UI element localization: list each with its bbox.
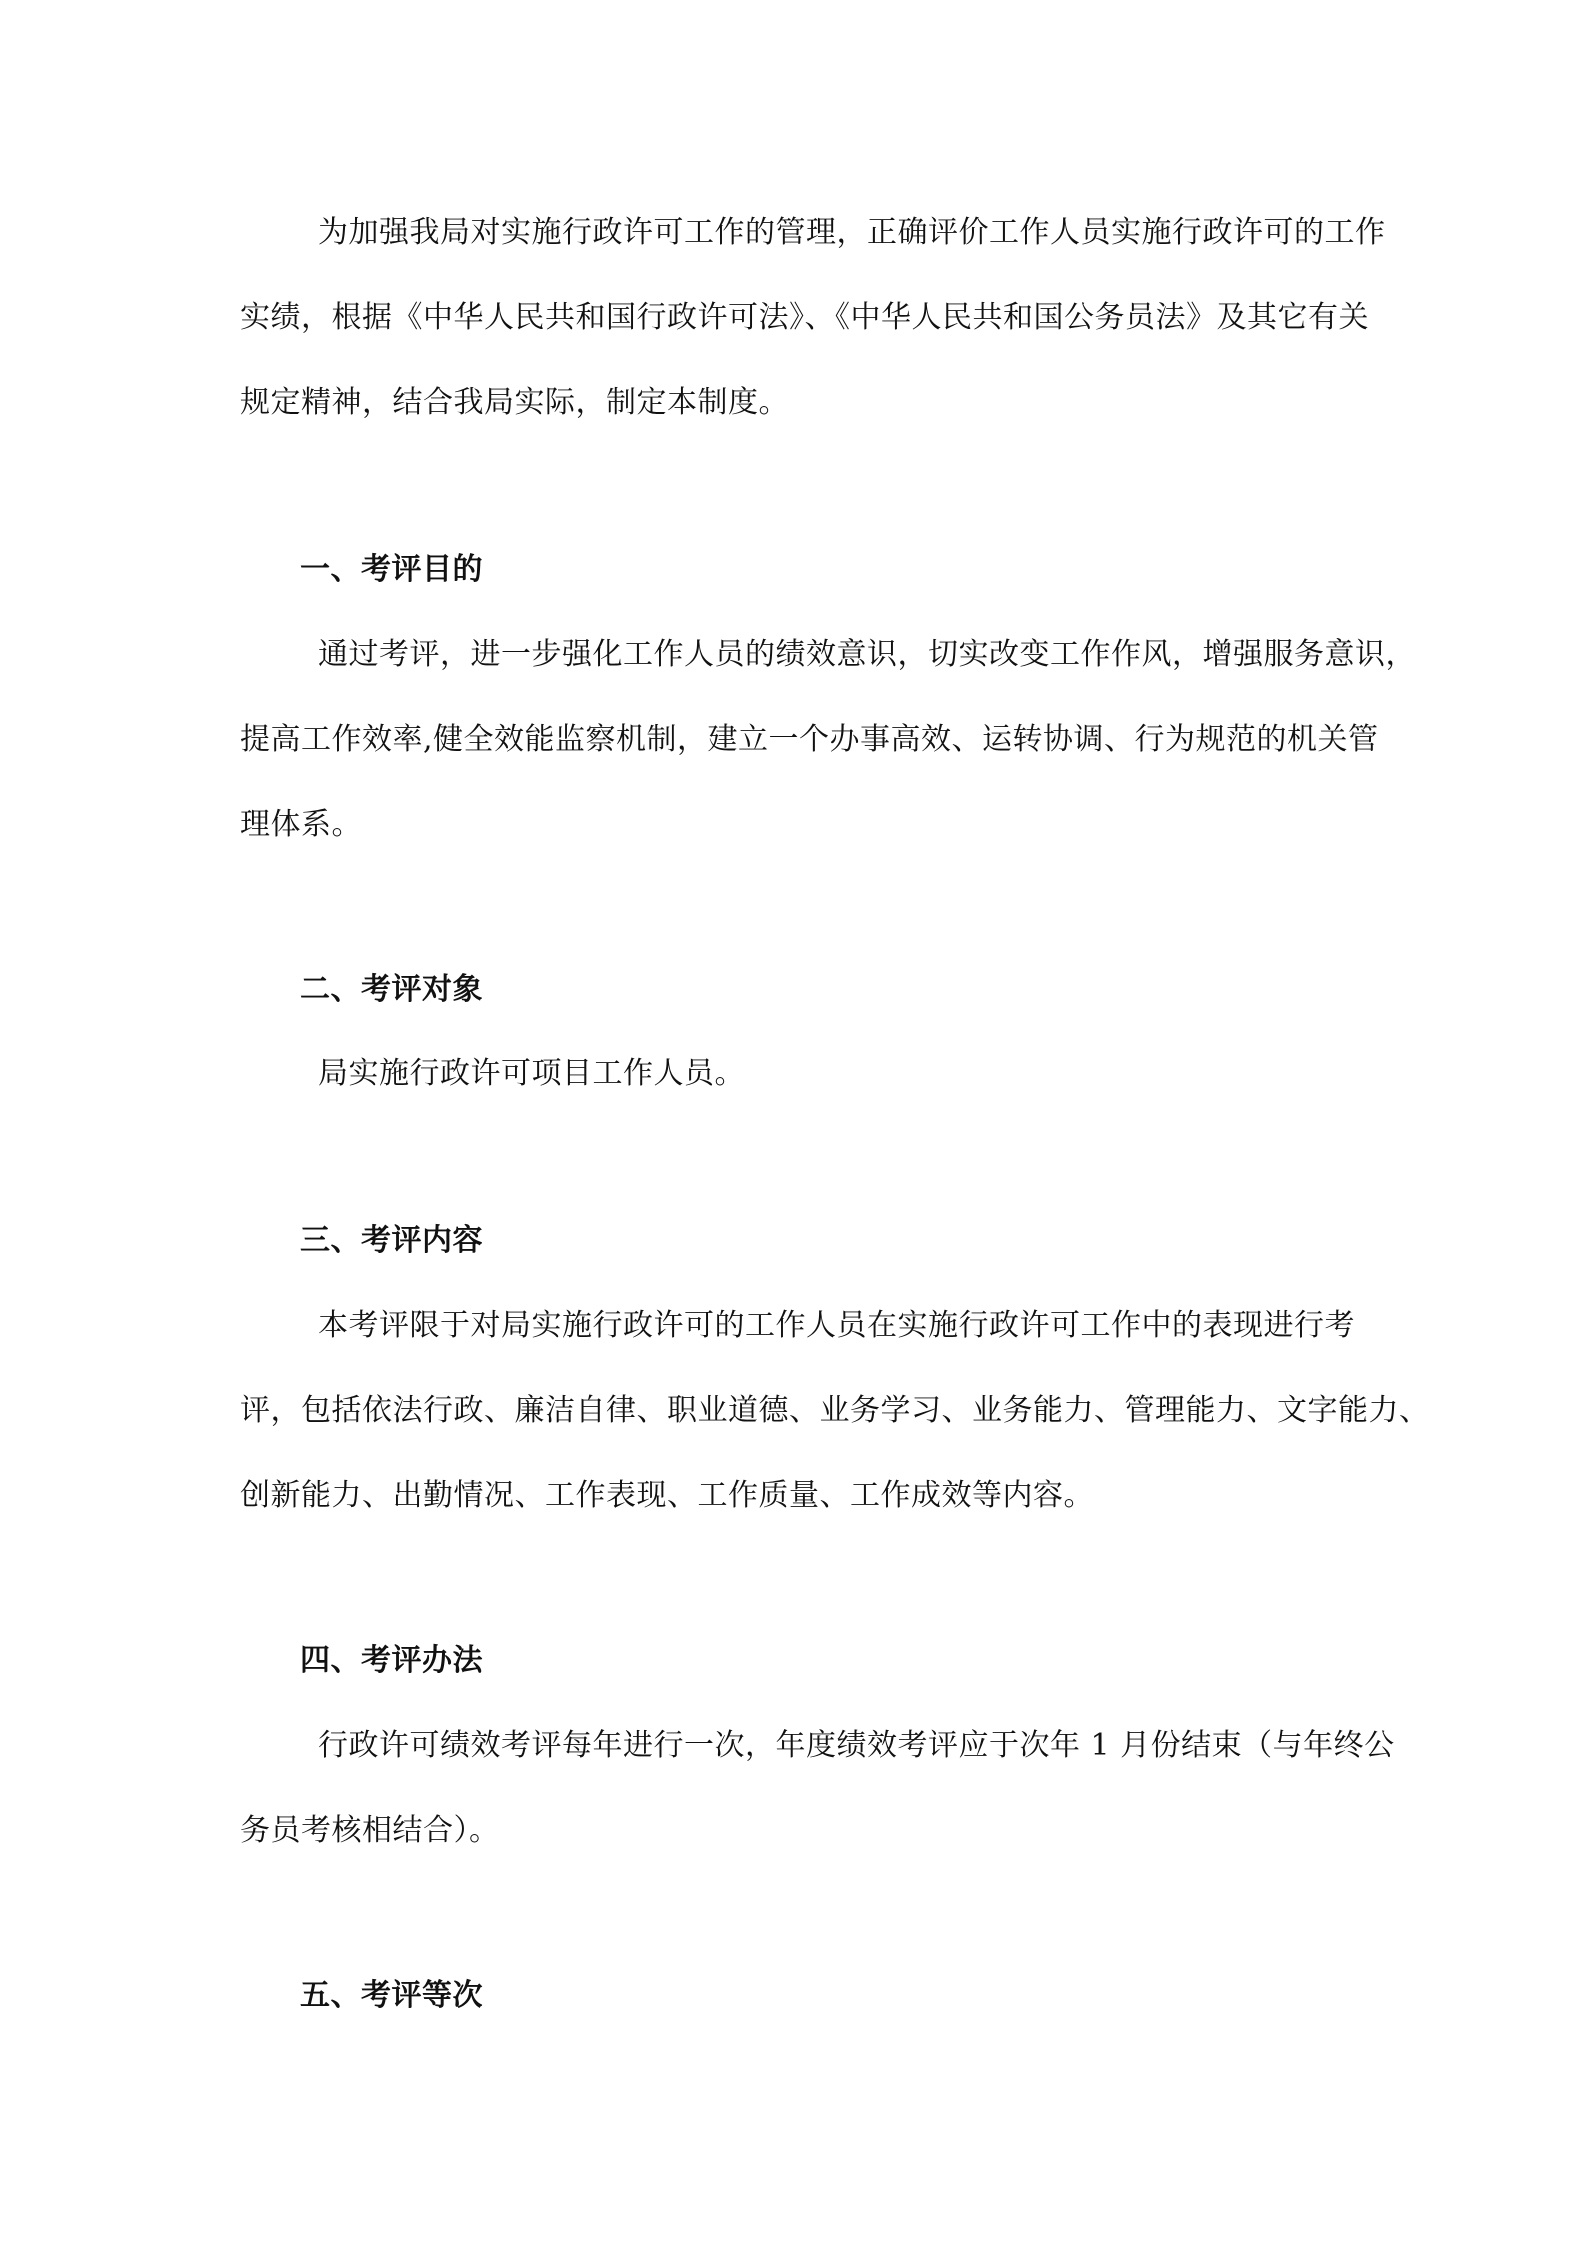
section-3-line-1: 本考评限于对局实施行政许可的工作人员在实施行政许可工作中的表现进行考 xyxy=(318,1308,1355,1343)
section-heading-2: 二、考评对象 xyxy=(300,972,483,1007)
intro-line-1: 为加强我局对实施行政许可工作的管理，正确评价工作人员实施行政许可的工作 xyxy=(318,215,1386,250)
intro-line-2: 实绩，根据《中华人民共和国行政许可法》、《中华人民共和国公务员法》及其它有关 xyxy=(240,300,1369,335)
intro-line-3: 规定精神，结合我局实际，制定本制度。 xyxy=(240,385,789,420)
section-3-line-2: 评，包括依法行政、廉洁自律、职业道德、业务学习、业务能力、管理能力、文字能力、 xyxy=(240,1393,1430,1428)
section-heading-4: 四、考评办法 xyxy=(300,1643,483,1678)
section-2-line-1: 局实施行政许可项目工作人员。 xyxy=(318,1056,745,1091)
section-3-line-3: 创新能力、出勤情况、工作表现、工作质量、工作成效等内容。 xyxy=(240,1478,1094,1513)
section-1-line-1: 通过考评，进一步强化工作人员的绩效意识，切实改变工作作风，增强服务意识， xyxy=(318,637,1416,672)
section-heading-5: 五、考评等次 xyxy=(300,1978,483,2013)
section-4-line-1: 行政许可绩效考评每年进行一次，年度绩效考评应于次年 1 月份结束（与年终公 xyxy=(318,1728,1395,1763)
section-heading-3: 三、考评内容 xyxy=(300,1223,483,1258)
section-heading-1: 一、考评目的 xyxy=(300,552,483,587)
section-1-line-3: 理体系。 xyxy=(240,807,362,842)
section-4-line-2: 务员考核相结合）。 xyxy=(240,1813,500,1848)
section-1-line-2: 提高工作效率,健全效能监察机制，建立一个办事高效、运转协调、行为规范的机关管 xyxy=(240,722,1379,757)
